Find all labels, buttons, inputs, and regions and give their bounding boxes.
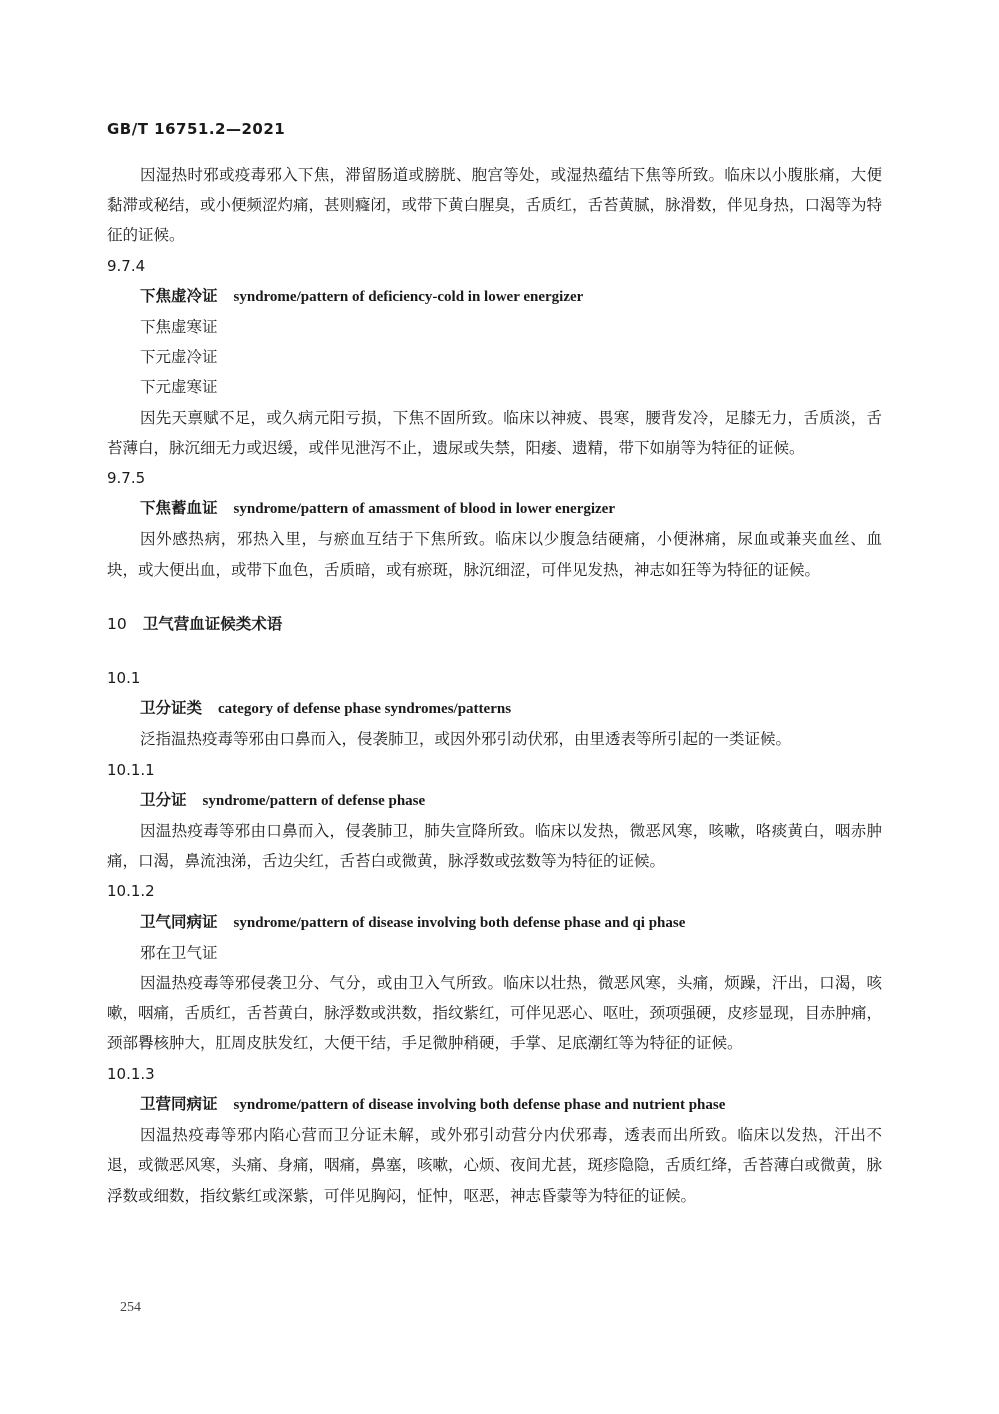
document-body (107, 160, 882, 1211)
term-975-chinese: 下焦蓄血证 (140, 499, 218, 518)
clause-number-975: 9.7.5 (107, 469, 146, 488)
term-1011 (140, 785, 882, 816)
clause-number-1011: 10.1.1 (107, 760, 155, 779)
term-975 (140, 493, 882, 524)
synonym-974-3: 下元虚寒证 (140, 378, 218, 397)
chapter-title: 卫气营血证候类术语 (142, 614, 283, 633)
clause-number-101: 10.1 (107, 669, 141, 688)
definition-1013: 因温热疫毒等邪内陷心营而卫分证未解，或外邪引动营分内伏邪毒，透表而出所致。临床以发热，汗出不退，或微恶风寒，头痛、身痛，咽痛，鼻塞，咳嗽，心烦、夜间尤甚，斑疹隐隐，舌质红绛，舌苔薄白或微黄，脉浮数或细数，指纹紫红或深紫，可伴见胸闷，怔忡，呕恶，神志昏蒙等为特征的证候。 (107, 1126, 883, 1205)
term-974-english: syndrome/pattern of deficiency-cold in lower energizer (233, 288, 584, 305)
term-1013-english: syndrome/pattern of disease involving both defense phase and nutrient phase (233, 1096, 726, 1113)
term-1013 (140, 1089, 882, 1120)
standard-number-header: GB/T 16751.2—2021 (107, 120, 286, 138)
definition-974: 因先天禀赋不足，或久病元阳亏损，下焦不固所致。临床以神疲、畏寒，腰背发冷，足膝无力，舌质淡，舌苔薄白，脉沉细无力或迟缓，或伴见泄泻不止，遗尿或失禁，阳痿、遗精，带下如崩等为特征的证候。 (107, 408, 882, 457)
definition-975: 因外感热病，邪热入里，与瘀血互结于下焦所致。临床以少腹急结硬痛，小便淋痛，尿血或兼夹血丝、血块，或大便出血，或带下血色，舌质暗，或有瘀斑，脉沉细涩，可伴见发热，神志如狂等为特征的证候。 (107, 530, 882, 579)
page-number: 254 (120, 1300, 141, 1315)
clause-number-1013: 10.1.3 (107, 1064, 155, 1083)
clause-number-1012: 10.1.2 (107, 882, 155, 901)
chapter-heading-10 (107, 609, 882, 639)
synonym-974-2: 下元虚冷证 (140, 348, 218, 367)
definition-1012: 因温热疫毒等邪侵袭卫分、气分，或由卫入气所致。临床以壮热，微恶风寒，头痛，烦躁，汗出，口渴，咳嗽，咽痛，舌质红，舌苔黄白，脉浮数或洪数，指纹紫红，可伴见恶心、呕吐，颈项强硬，皮疹显现，目赤肿痛，颈部臖核肿大，肛周皮肤发红，大便干结，手足微肿稍硬，手掌、足底潮红等为特征的证候。 (107, 974, 883, 1053)
term-101 (140, 693, 882, 724)
definition-101: 泛指温热疫毒等邪由口鼻而入，侵袭肺卫，或因外邪引动伏邪，由里透表等所引起的一类证候。 (140, 730, 792, 749)
term-975-english: syndrome/pattern of amassment of blood in lower energizer (233, 501, 615, 518)
term-1013-chinese: 卫营同病证 (140, 1094, 218, 1113)
term-1011-chinese: 卫分证 (140, 790, 187, 809)
chapter-number: 10 (107, 614, 127, 633)
synonym-1012-1: 邪在卫气证 (140, 943, 218, 962)
synonym-974-1: 下焦虚寒证 (140, 318, 218, 337)
clause-number-974: 9.7.4 (107, 256, 146, 275)
term-974-chinese: 下焦虚冷证 (140, 286, 218, 305)
term-101-chinese: 卫分证类 (140, 699, 203, 718)
term-1012-chinese: 卫气同病证 (140, 912, 218, 931)
definition-1011: 因温热疫毒等邪由口鼻而入，侵袭肺卫，肺失宣降所致。临床以发热，微恶风寒，咳嗽，咯痰黄白，咽赤肿痛，口渴，鼻流浊涕，舌边尖红，舌苔白或微黄，脉浮数或弦数等为特征的证候。 (107, 822, 882, 871)
term-101-english: category of defense phase syndromes/patterns (218, 701, 512, 718)
term-1011-english: syndrome/pattern of defense phase (202, 792, 426, 809)
term-1012 (140, 907, 882, 938)
term-974 (140, 281, 882, 312)
term-1012-english: syndrome/pattern of disease involving both defense phase and qi phase (233, 914, 686, 931)
paragraph-971-continued: 因湿热时邪或疫毒邪入下焦，滞留肠道或膀胱、胞宫等处，或湿热蕴结下焦等所致。临床以小腹胀痛，大便黏滞或秘结，或小便频涩灼痛，甚则癃闭，或带下黄白腥臭，舌质红，舌苔黄腻，脉滑数，伴见身热，口渴等为特征的证候。 (107, 166, 883, 245)
